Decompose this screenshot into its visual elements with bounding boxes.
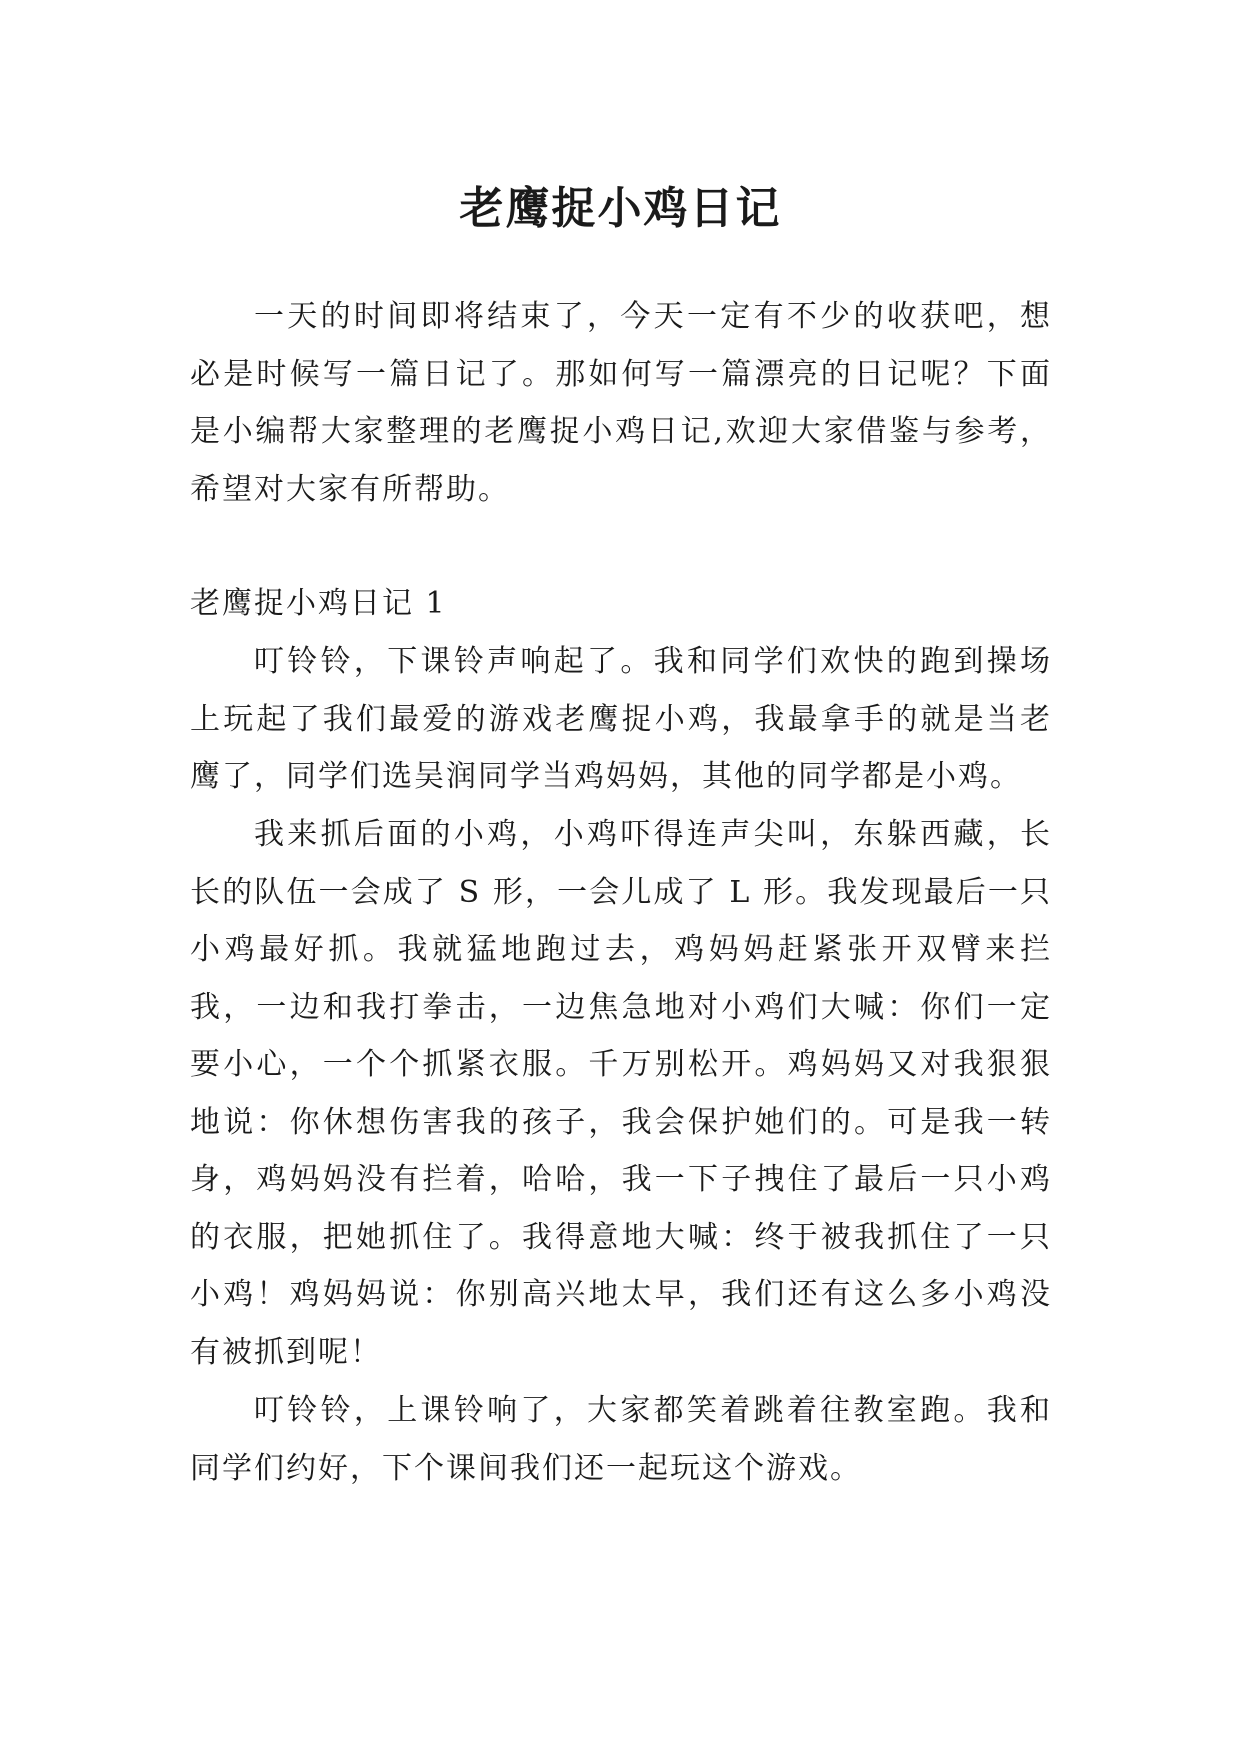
intro-paragraph: 一天的时间即将结束了，今天一定有不少的收获吧，想必是时候写一篇日记了。那如何写一篇漂亮的日记呢？下面是小编帮大家整理的老鹰捉小鸡日记,欢迎大家借鉴与参考，希望对大家有所帮助。 [190, 299, 1052, 507]
body-paragraph-3: 叮铃铃，上课铃响了，大家都笑着跳着往教室跑。我和同学们约好，下个课间我们还一起玩这个游戏。 [190, 1393, 1052, 1486]
body-paragraph-2: 我来抓后面的小鸡，小鸡吓得连声尖叫，东躲西藏，长长的队伍一会成了 S 形，一会儿成了 L 形。我发现最后一只小鸡最好抓。我就猛地跑过去，鸡妈妈赶紧张开双臂来拦我，一边和我打拳击，一边焦急地对小鸡们大喊：你们一定要小心，一个个抓紧衣服。千万别松开。鸡妈妈又对我狠狠地说：你休想伤害我的孩子，我会保护她们的。可是我一转身，鸡妈妈没有拦着，哈哈，我一下子拽住了最后一只小鸡的衣服，把她抓住了。我得意地大喊：终于被我抓住了一只小鸡！鸡妈妈说：你别高兴地太早，我们还有这么多小鸡没有被抓到呢！ [190, 817, 1052, 1370]
section-heading: 老鹰捉小鸡日记 1 [190, 586, 447, 621]
body-paragraph-1: 叮铃铃，下课铃声响起了。我和同学们欢快的跑到操场上玩起了我们最爱的游戏老鹰捉小鸡，我最拿手的就是当老鹰了，同学们选吴润同学当鸡妈妈，其他的同学都是小鸡。 [190, 644, 1052, 794]
document-title: 老鹰捉小鸡日记 [459, 183, 782, 235]
